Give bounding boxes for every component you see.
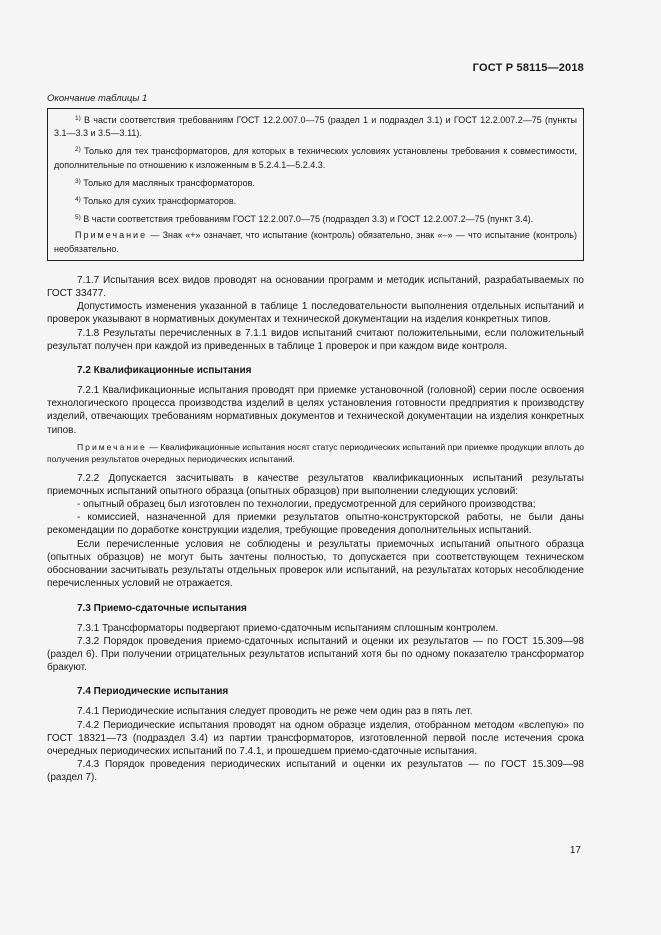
footnote-2	[54, 143, 577, 171]
section-title-7-3: 7.3 Приемо-сдаточные испытания	[77, 602, 247, 614]
footnote-marker: 2)	[75, 146, 81, 154]
footnote-text: Только для тех трансформаторов, для которых в технических условиях установлены требования к совместимости, дополнительные по отношению к изложенным в 5.2.4.1—5.2.4.3.	[54, 146, 577, 170]
note-7-2	[47, 441, 584, 466]
footnote-1	[54, 112, 577, 140]
note-label: Примечание	[75, 230, 148, 241]
footnote-text: В части соответствия требованиям ГОСТ 12.2.007.0—75 (подраздел 3.3) и ГОСТ 12.2.007.2—75 (пункт 3.4).	[83, 214, 534, 225]
section-title-7-2: 7.2 Квалификационные испытания	[77, 365, 252, 377]
page-number: 17	[569, 845, 581, 856]
section-title-7-4: 7.4 Периодические испытания	[77, 686, 229, 698]
footnote-text: Только для сухих трансформаторов.	[83, 196, 237, 207]
paragraph-7-3-2: 7.3.2 Порядок проведения приемо-сдаточных испытаний и оценки их результатов — по ГОСТ 15.309—98 (раздел 6). При получении отрицательных результатов испытаний хотя бы по одному показателю трансформатор бракуют.	[47, 635, 584, 674]
table-caption: Окончание таблицы 1	[47, 93, 148, 104]
document-code-header: ГОСТ Р 58115—2018	[472, 62, 584, 74]
paragraph-7-2-2: 7.2.2 Допускается засчитывать в качестве результатов квалификационных испытаний результаты приемочных испытаний опытного образца (опытных образцов) при выполнении следующих условий:	[47, 472, 584, 497]
note-label: Примечание	[77, 441, 147, 452]
paragraph-7-1-7: 7.1.7 Испытания всех видов проводят на основании программ и методик испытаний, разрабатываемых по ГОСТ 33477.	[47, 274, 584, 300]
list-item-1: - опытный образец был изготовлен по технологии, предусмотренной для серийного производства;	[77, 499, 536, 511]
footnote-marker: 1)	[75, 115, 81, 122]
paragraph-7-4-2: 7.4.2 Периодические испытания проводят на одном образце изделия, отобранном методом «вслепую» по ГОСТ 18321—73 (подраздел 3.4) из партии трансформаторов, изготовленной первой после истечения срока очередных периодических испытаний по 7.4.1, и прошедшем приемо-сдаточные испытания.	[47, 719, 584, 757]
footnote-text: Только для масляных трансформаторов.	[83, 177, 255, 188]
paragraph-7-4-3: 7.4.3 Порядок проведения периодических испытаний и оценки их результатов — по ГОСТ 15.309—98 (раздел 7).	[47, 759, 584, 784]
footnote-marker: 5)	[75, 214, 81, 222]
footnote-marker: 3)	[75, 177, 81, 185]
paragraph-7-4-1: 7.4.1 Периодические испытания следует проводить не реже чем один раз в пять лет.	[77, 706, 473, 718]
list-item-2: - комиссией, назначенной для приемки результатов опытно-конструкторской работы, не были даны рекомендации по доработке конструкции изделия, требующие проведения дополнительных испытаний.	[47, 512, 584, 537]
paragraph-7-3-1: 7.3.1 Трансформаторы подвергают приемо-сдаточным испытаниям сплошным контролем.	[77, 622, 499, 634]
footnote-5	[54, 211, 577, 226]
note-text: — Квалификационные испытания носят статус периодических испытаний при приемке продукции вплоть до получения результатов очередных периодических испытаний.	[47, 441, 584, 465]
table-note	[54, 229, 577, 255]
paragraph-7-2-2-continued: Если перечисленные условия не соблюдены и результаты приемочных испытаний опытного образца (опытных образцов) не могут быть зачтены полностью, то допускается при соответствующем техническом обосновании засчитывать результаты отдельных проверок или испытаний, на результатах которых несоблюдение перечисленных условий не отражается.	[47, 538, 584, 590]
footnote-4	[54, 193, 577, 208]
table-footnotes-box	[47, 108, 584, 261]
footnote-3	[54, 175, 577, 190]
footnote-text: В части соответствия требованиям ГОСТ 12.2.007.0—75 (раздел 1 и подраздел 3.1) и ГОСТ 12.2.007.2—75 (пункты 3.1—3.3 и 3.5—3.11).	[54, 115, 577, 139]
paragraph-7-1-7-continued: Допустимость изменения указанной в таблице 1 последовательности выполнения отдельных испытаний и проверок указывают в нормативных документах и технической документации на изделия конкретных типов.	[47, 301, 584, 326]
note-text: — Знак «+» означает, что испытание (контроль) обязательно, знак «–» — что испытание (контроль) необязательно.	[54, 230, 577, 254]
paragraph-7-1-8: 7.1.8 Результаты перечисленных в 7.1.1 видов испытаний считают положительными, если положительный результат получен при каждой из приведенных в таблице 1 проверок и при каждом виде контроля.	[47, 327, 584, 352]
paragraph-7-2-1: 7.2.1 Квалификационные испытания проводят при приемке установочной (головной) серии после освоения технологического процесса производства изделий в целях установления готовности предприятия к производству изделий, отвечающих требованиям нормативных документов и технической документации на изделия конкретных типов.	[47, 385, 584, 436]
footnote-marker: 4)	[75, 196, 81, 204]
page-content	[47, 93, 584, 785]
